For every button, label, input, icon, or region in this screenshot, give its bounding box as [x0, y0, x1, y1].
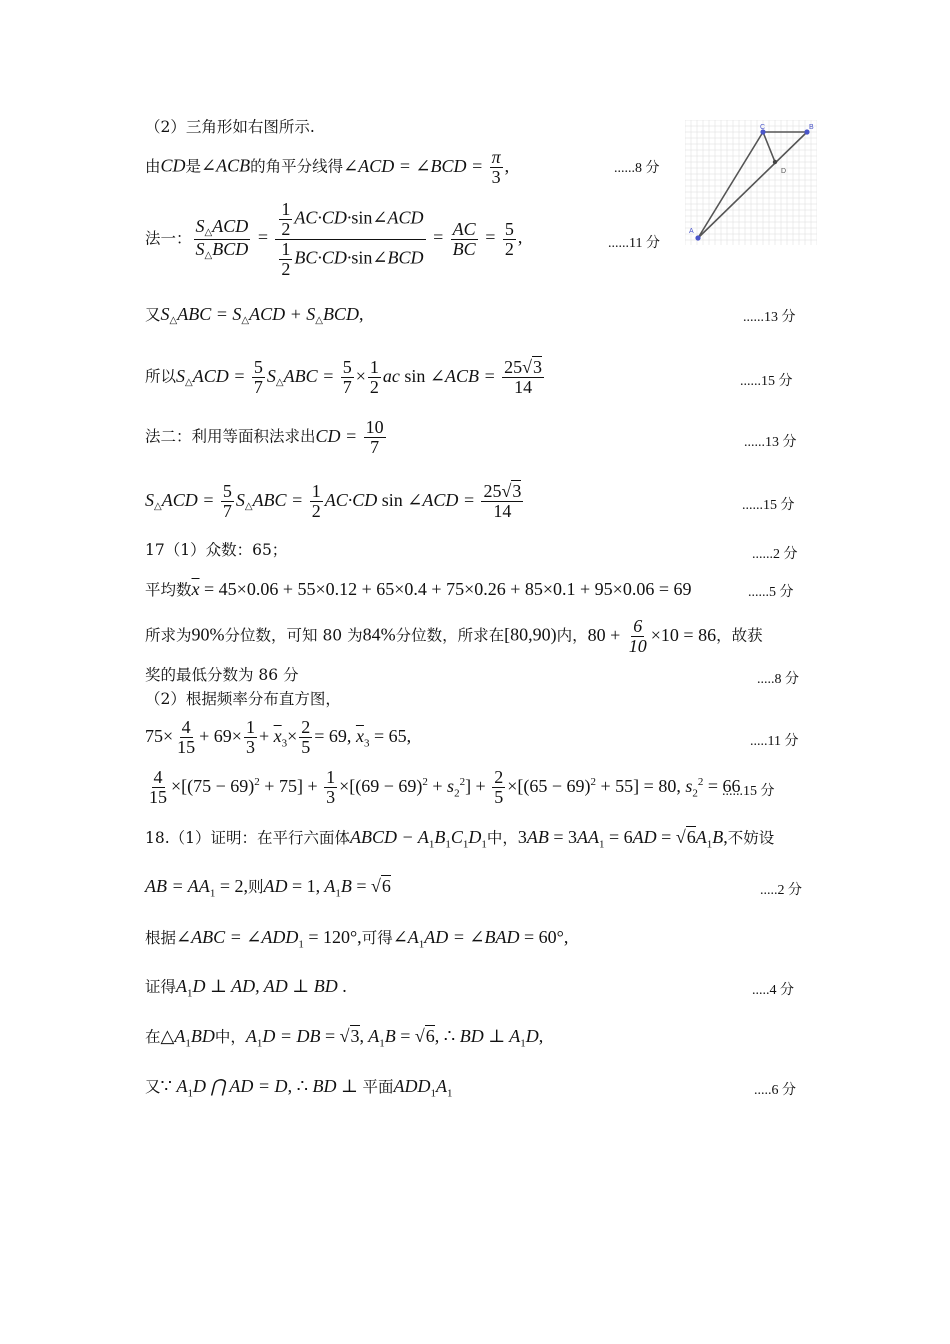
line-method-one: 法一： $\frac{\text{S△ACD}}{\text{S△BCD}}$ = $\frac{1}{2}$ AC·CD·sin∠ACD $\frac{1}{2}$ BC·CD·sin∠BCD = $\frac{AC}{BC}$ = $\frac{5}{2}$ , [145, 199, 523, 279]
line-18-proof: 18.（1）证明：在平行六面体ABCD − $A_1B_1C_1D_1$中，$3AB = 3AA_1 = 6AD = √6A_1B$,不妨设 [145, 827, 775, 851]
line-min-score: 奖的最低分数为 86 分 [145, 666, 299, 684]
point-d [773, 160, 777, 164]
score-13-a: ......13 分 [743, 310, 796, 325]
line-part2-histogram: （2）根据频率分布直方图， [145, 690, 341, 708]
score-5: ......5 分 [748, 585, 794, 600]
score-11: ......11 分 [608, 236, 660, 251]
point-a [695, 235, 700, 240]
line-method-two: 法二：利用等面积法求出CD = $\frac{10}{7}$ [145, 417, 384, 457]
score-8-b: .....8 分 [757, 672, 799, 687]
score-8: ......8 分 [614, 161, 660, 176]
score-15-b: ......15 分 [742, 498, 795, 513]
line-percentile: 所求为90%分位数，可知 80 为84%分位数，所求在[80,90)内，80 + $\frac{6}{10}$ ×10 = 86，故获 [145, 616, 763, 656]
label-a: A [689, 228, 694, 235]
line-x3: 75× $\frac{4}{15}$ + 69× $\frac{1}{3}$ + $\overline{x}_3\times$ $\frac{2}{5}$ = 69, $\overline{x}_3 = 65$, [145, 717, 412, 757]
line-variance: $\frac{4}{15}$ $\times[(75 - 69)^2 + 75]$ + $\frac{1}{3}$ $\times[(69 - 69)^2 + s_2^2]$ + $\frac{2}{5}$ $\times[(65 - 69)^2 + 55] = 80$, $s_2^2 = 66$ [149, 767, 741, 807]
line-mean: 平均数$\overline{x} = 45\times 0.06 + 55\times 0.12 + 65\times 0.4 + 75\times 0.26 + 85\times 0.1 + 95\times 0.06 = 69$ [145, 579, 692, 599]
line-conclusion: 又∵ $A_1D$ ⋂ AD = D, ∴ BD ⊥ 平面$ADD_1A_1$ [145, 1076, 453, 1100]
line-part2-heading: （2）三角形如右图所示. [145, 118, 315, 136]
line-angles: 根据∠ABC = $\angle ADD_1 = 120^\circ$,可得$\angle A_1AD$ = ∠BAD = 60°, [145, 927, 569, 951]
line-perpendicular: 证得$A_1D$ ⊥ AD, AD ⊥ BD . [145, 976, 347, 1000]
line-area-result-two: S△ACD = $\frac{5}{7}$ S△ABC = $\frac{1}{2}$ AC·CD sin ∠ACD = $\frac{25√3}{14}$ [145, 481, 522, 521]
score-2-b: .....2 分 [760, 883, 802, 898]
score-13-b: ......13 分 [744, 435, 797, 450]
line-area-sum: 又S△ABC = S△ACD + S△BCD, [145, 304, 364, 326]
score-6: .....6 分 [754, 1083, 796, 1098]
score-11-b: .....11 分 [750, 734, 799, 749]
score-15-c: ......15 分 [722, 784, 775, 799]
label-b: B [809, 124, 814, 131]
line-angle-bisector: 由CD是∠ACB的角平分线得∠ACD = ∠BCD = $\frac{\pi}{3}$ , [145, 147, 510, 187]
triangle-figure [685, 120, 817, 245]
label-d: D [781, 168, 787, 175]
score-2-a: ......2 分 [752, 547, 798, 562]
line-area-result-one: 所以S△ACD = $\frac{5}{7}$ S△ABC = $\frac{5}{7}$ × $\frac{1}{2}$ ac sin ∠ACB = $\frac{25√3}{14}$ [145, 357, 543, 397]
line-assume: AB = $AA_1 = 2$,则AD = 1, $A_1B = √6$ [145, 876, 391, 900]
line-17-mode: 17（1）众数：65； [145, 541, 288, 559]
score-4: .....4 分 [752, 983, 794, 998]
line-triangle-a1bd: 在$\triangle A_1BD$中，$A_1D$ = DB = √3, $A_1B = √6$, ∴ BD ⊥ $A_1D$, [145, 1026, 544, 1050]
score-15-a: ......15 分 [740, 374, 793, 389]
label-c: C [760, 124, 766, 131]
